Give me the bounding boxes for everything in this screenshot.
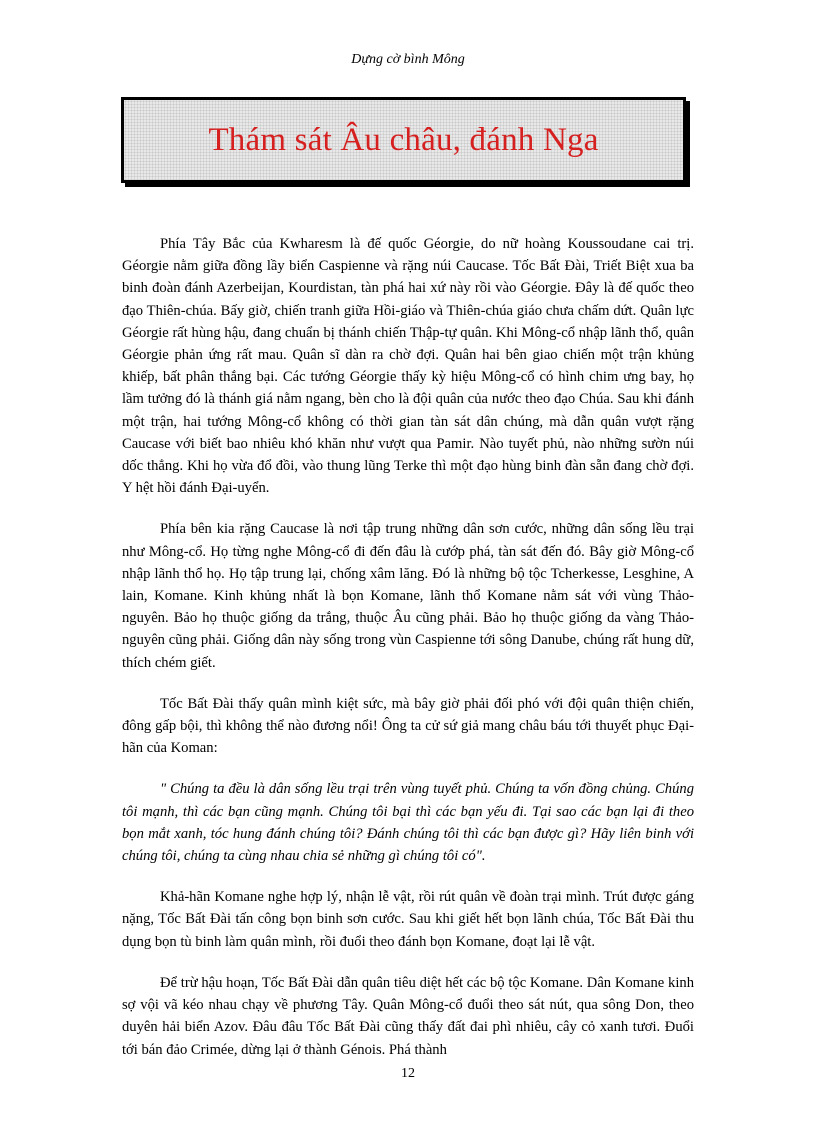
paragraph: Tốc Bất Đài thấy quân mình kiệt sức, mà bây giờ phải đối phó với đội quân thiện chiến, đông gấp bội, thì không thể nào đương nổi! Ông ta cử sứ giả mang châu báu tới thuyết phục Đại-hãn của Koman: [122, 695, 694, 757]
page-number: 12 [401, 1066, 415, 1081]
chapter-title: Thám sát Âu châu, đánh Nga [208, 121, 599, 158]
quote-paragraph: " Chúng ta đều là dân sống lều trại trên vùng tuyết phủ. Chúng ta vốn đồng chủng. Chúng tôi mạnh, thì các bạn cũng mạnh. Chúng tôi bại thì các bạn yếu đi. Tại sao các bạn lại đi theo bọn mắt xanh, tóc hung đánh chúng tôi? Đánh chúng tôi thì các bạn được gì? Hãy liên binh với chúng tôi, chúng ta cùng nhau chia sẻ những gì chúng tôi có". [122, 781, 694, 865]
paragraph: Để trừ hậu hoạn, Tốc Bất Đài dẫn quân tiêu diệt hết các bộ tộc Komane. Dân Komane kinh sợ vội vã kéo nhau chạy về phương Tây. Quân Mông-cổ đuổi theo sát nút, qua sông Don, theo duyên hải biển Azov. Đâu đâu Tốc Bất Đài cũng thấy đất đai phì nhiêu, cây cỏ xanh tươi. Đuổi tới bán đảo Crimée, dừng lại ở thành Génois. Phá thành [122, 974, 694, 1058]
paragraph: Khả-hãn Komane nghe hợp lý, nhận lễ vật, rồi rút quân về đoàn trại mình. Trút được gáng nặng, Tốc Bất Đài tấn công bọn binh sơn cước. Sau khi giết hết bọn lãnh chúa, Tốc Bất Đài thu dụng bọn tù binh làm quân mình, rồi đuổi theo đánh bọn Komane, đoạt lại lễ vật. [122, 889, 694, 950]
chapter-title-box [121, 97, 686, 183]
paragraph: Phía bên kia rặng Caucase là nơi tập trung những dân sơn cước, những dân sống lều trại như Mông-cổ. Họ từng nghe Mông-cổ đi đến đâu là cướp phá, tàn sát đến đó. Bây giờ Mông-cổ nhập lãnh thổ họ. Họ tập trung lại, chống xâm lăng. Đó là những bộ tộc Tcherkesse, Lesghine, A lain, Komane. Kinh khủng nhất là bọn Komane, lãnh thổ Komane nằm sát với vùng Thảo-nguyên. Bảo họ thuộc giống da trắng, thuộc Âu cũng phải. Bảo họ thuộc giống da vàng Thảo-nguyên cũng phải. Giống dân này sống trong vùn Caspienne tới sông Danube, chúng rất hung dữ, thích chém giết. [122, 521, 694, 671]
running-header: Dựng cờ bình Mông [351, 52, 465, 67]
paragraph: Phía Tây Bắc của Kwharesm là đế quốc Géorgie, do nữ hoàng Koussoudane cai trị. Géorgie nằm giữa đồng lầy biển Caspienne và rặng núi Caucase. Tốc Bất Đài, Triết Biệt xua ba binh đoàn đánh Azerbeijan, Kourdistan, tàn phá hai xứ này rồi vào Géorgie. Đây là đế quốc theo đạo Thiên-chúa. Bấy giờ, chiến tranh giữa Hồi-giáo và Thiên-chúa giáo chưa chấm dứt. Quân lực Géorgie rất hùng hậu, đang chuẩn bị thánh chiến Thập-tự quân. Khi Mông-cổ nhập lãnh thổ, quân Géorgie phản ứng rất mau. Quân sĩ dàn ra chờ đợi. Quân hai bên giao chiến một trận khủng khiếp, bất phân thắng bại. Các tướng Géorgie thấy kỳ hiệu Mông-cổ có hình chim ưng bay, họ lầm tưởng đó là thánh giá nằm ngang, bèn cho là đội quân của nước theo đạo Chúa. Sau khi đánh một trận, hai tướng Mông-cổ không có thời gian tàn sát dân chúng, mà dẫn quân vượt rặng Caucase với biết bao nhiêu khó khăn như vượt qua Pamir. Nào tuyết phủ, nào những sườn núi dốc thẳng. Khi họ vừa đổ đồi, vào thung lũng Terke thì một đạo hùng binh đàn sẵn đang chờ đợi. Y hệt hồi đánh Đại-uyển. [122, 236, 694, 497]
body-text [122, 233, 694, 1080]
